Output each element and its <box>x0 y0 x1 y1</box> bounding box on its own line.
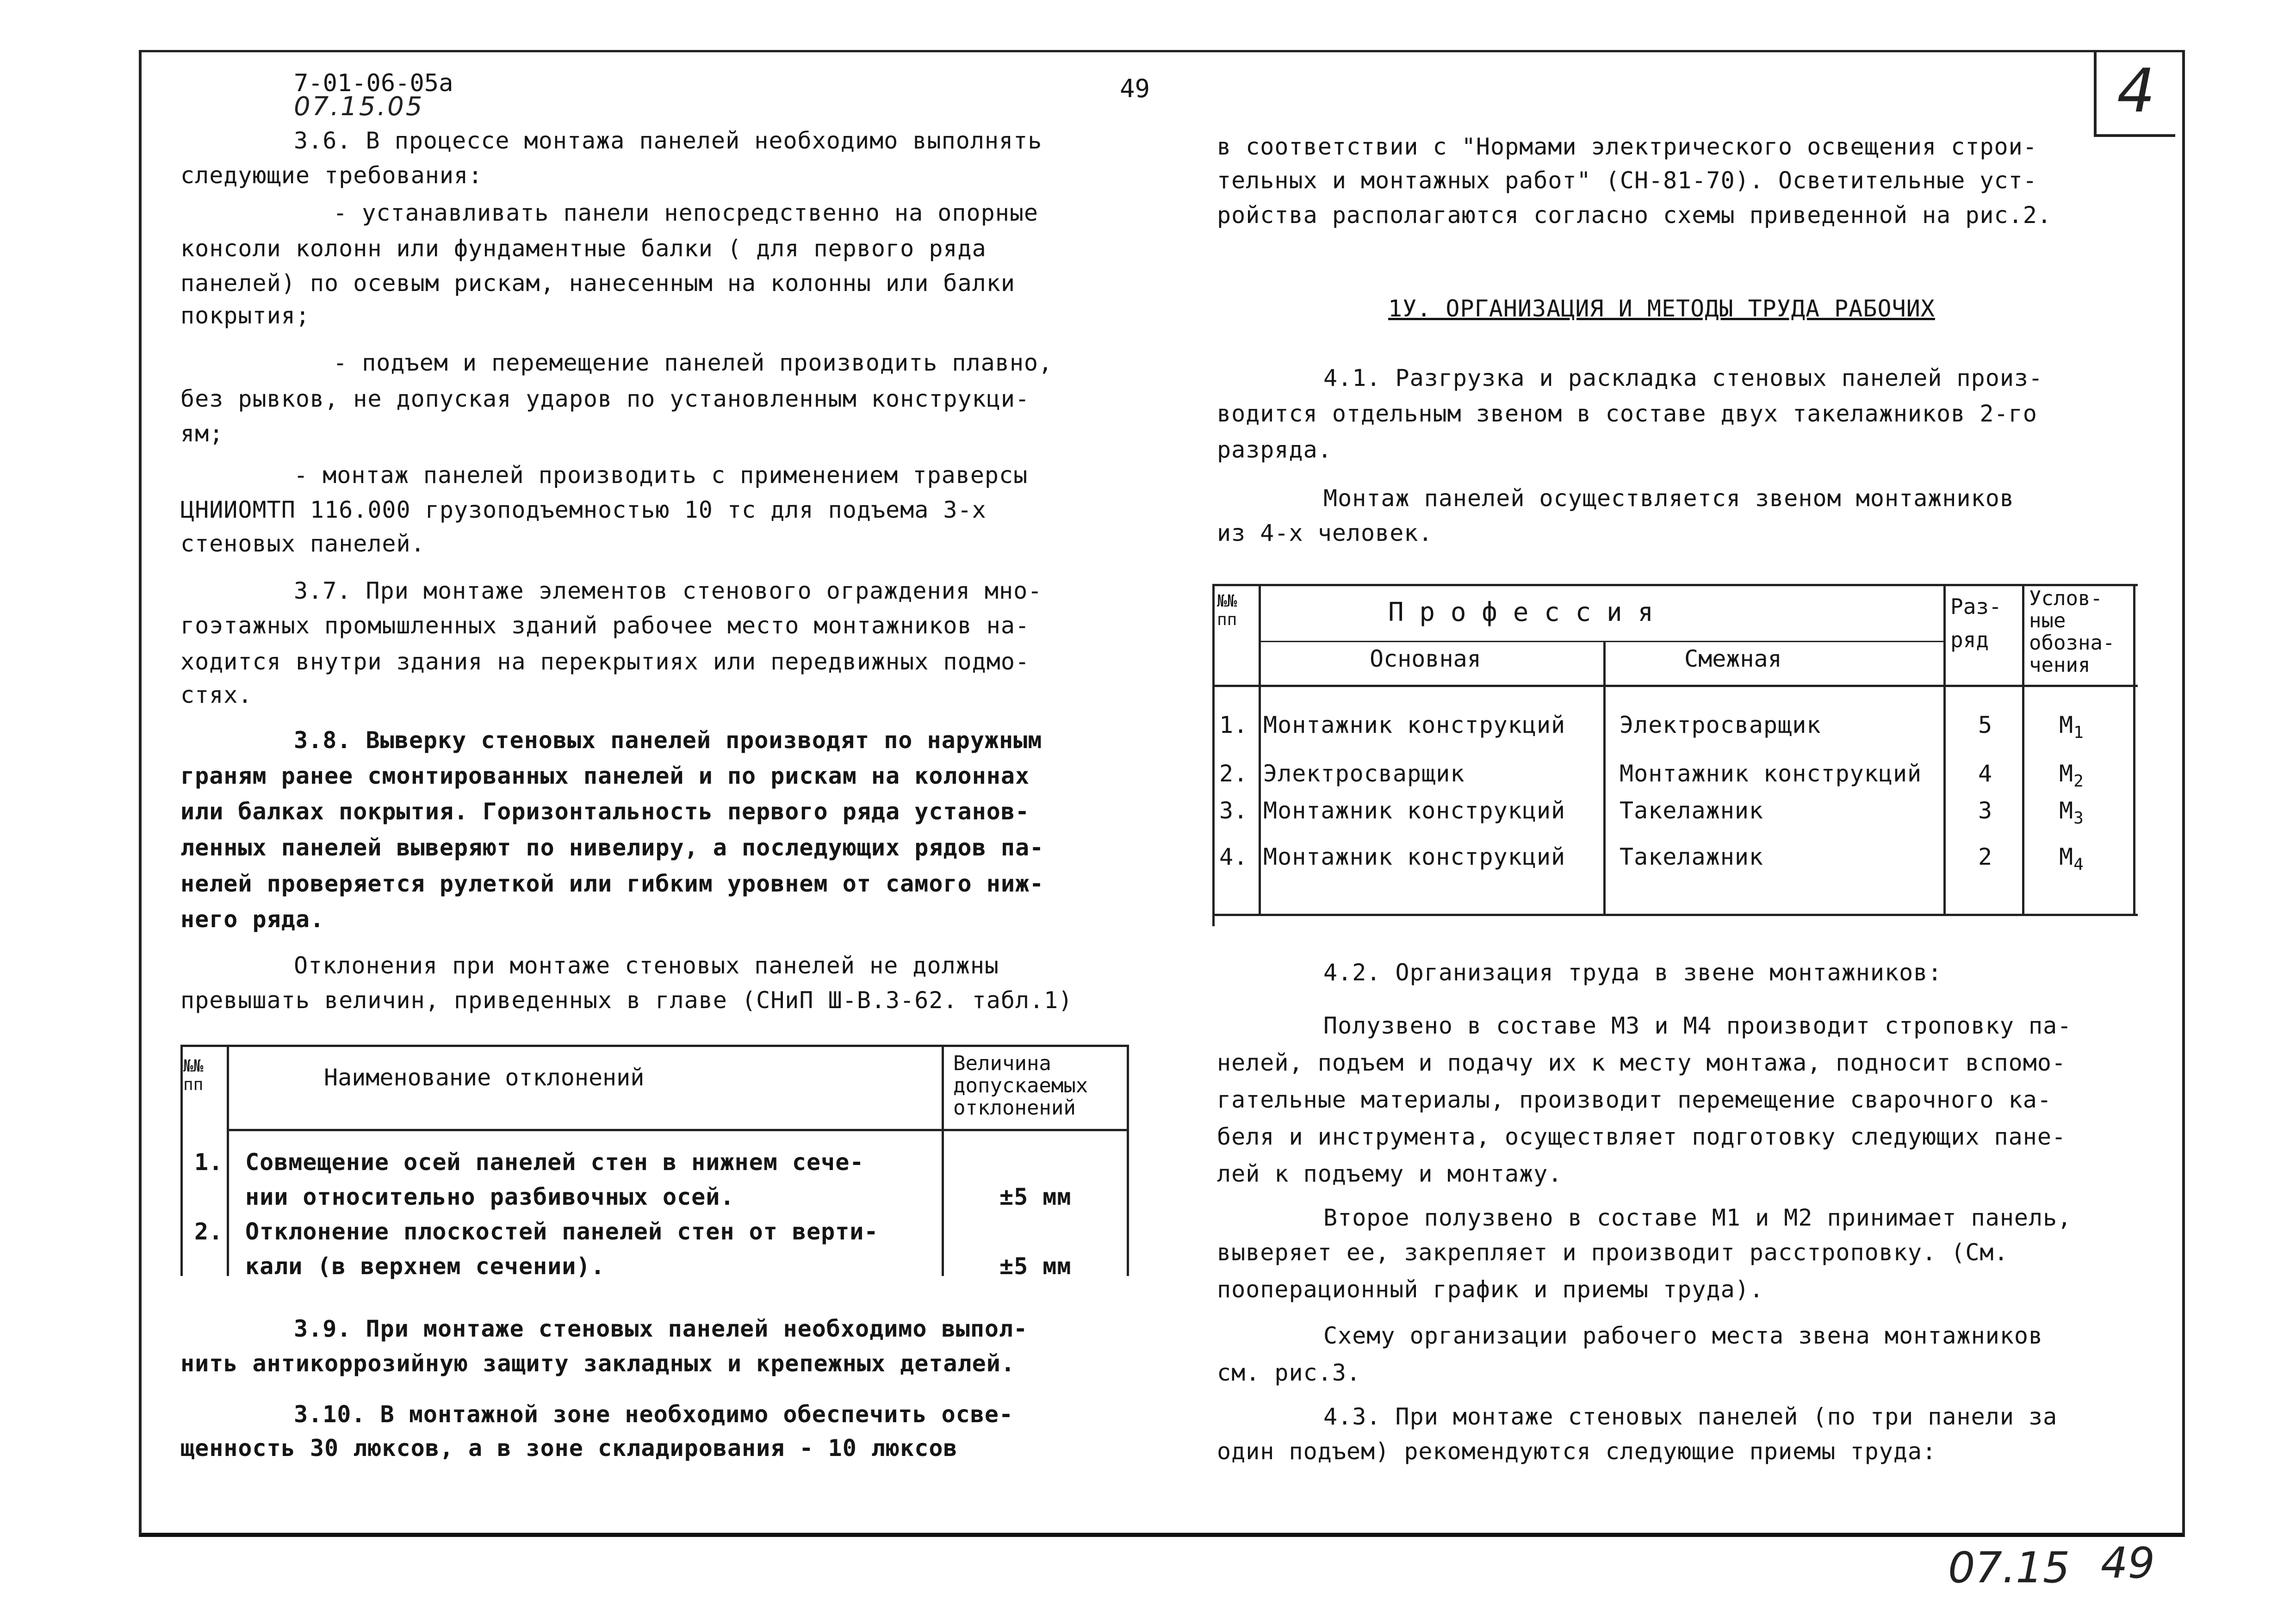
table-rule <box>1259 584 1261 914</box>
section-title: 1У. ОРГАНИЗАЦИЯ И МЕТОДЫ ТРУДА РАБОЧИХ <box>1388 295 1935 322</box>
text-line: следующие требования: <box>180 162 483 189</box>
table-header-rank: Раз- ряд <box>1950 594 2002 652</box>
text-line: нелей проверяется рулеткой или гибким уровнем от самого ниж- <box>180 870 1044 897</box>
row-adjacent: Такелажник <box>1620 797 1764 824</box>
sheet-mark: 4 <box>2117 56 2155 126</box>
row-symbol: $М_4$ <box>2059 843 2084 874</box>
text-line: нелей, подъем и подачу их к месту монтажа, подносит вспомо- <box>1217 1049 2066 1076</box>
text-line: из 4-х человек. <box>1217 520 1433 546</box>
text-line: нить антикоррозийную защиту закладных и крепежных деталей. <box>180 1350 1015 1377</box>
text-line: пооперационный график и приемы труда). <box>1217 1276 1764 1303</box>
text-line: Полузвено в составе М3 и М4 производит строповку па- <box>1323 1012 2072 1039</box>
text-line: Схему организации рабочего места звена монтажников <box>1323 1322 2043 1349</box>
table-rule <box>227 1045 229 1276</box>
text-line: один подъем) рекомендуются следующие приемы труда: <box>1217 1438 1937 1465</box>
table-rule <box>2133 584 2135 914</box>
row-main: Электросварщик <box>1263 760 1465 787</box>
text-line: беля и инструмента, осуществляет подготовку следующих пане- <box>1217 1123 2066 1150</box>
text-line: гательные материалы, производит перемещение сварочного ка- <box>1217 1086 2052 1113</box>
footer-code-handwritten: 07.15 <box>1948 1543 2070 1592</box>
text-line: 3.9. При монтаже стеновых панелей необходимо выпол- <box>294 1315 1028 1342</box>
row-num: 2. <box>1219 760 1248 787</box>
table-header-num: №№ пп <box>183 1057 204 1094</box>
row-main: Монтажник конструкций <box>1263 797 1566 824</box>
text-line: тельных и монтажных работ" (СН-81-70). Осветительные уст- <box>1217 167 2037 194</box>
text-line: щенность 30 люксов, а в зоне складирования - 10 люксов <box>180 1435 958 1462</box>
text-line: стях. <box>180 681 253 708</box>
text-line: граням ранее смонтированных панелей и по рискам на колоннах <box>180 762 1030 789</box>
page-number: 49 <box>1120 74 1150 103</box>
table-rule <box>2022 584 2024 914</box>
text-line: консоли колонн или фундаментные балки ( для первого ряда <box>180 235 987 262</box>
table-rule <box>1127 1045 1129 1276</box>
table-row-text: Совмещение осей панелей стен в нижнем сече- <box>245 1149 864 1176</box>
footer-page-handwritten: 49 <box>2101 1538 2155 1588</box>
text-line: превышать величин, приведенных в главе (СНиП Ш-В.3-62. табл.1) <box>180 987 1073 1014</box>
text-line: разряда. <box>1217 436 1332 463</box>
row-adjacent: Монтажник конструкций <box>1620 760 1922 787</box>
table-rule <box>1603 641 1606 914</box>
table-header-symbol: обозна- <box>2029 631 2115 655</box>
table-header-main: Основная <box>1370 645 1481 672</box>
text-line: или балках покрытия. Горизонтальность первого ряда установ- <box>180 798 1030 825</box>
text-line: ходится внутри здания на перекрытиях или передвижных подмо- <box>180 648 1030 675</box>
text-line: см. рис.3. <box>1217 1359 1361 1386</box>
text-line: стеновых панелей. <box>180 530 425 557</box>
row-num: 1. <box>1219 712 1248 738</box>
text-line: него ряда. <box>180 906 325 933</box>
text-line: Второе полузвено в составе М1 и М2 принимает панель, <box>1323 1204 2072 1231</box>
text-line: водится отдельным звеном в составе двух такелажников 2-го <box>1217 400 2037 427</box>
row-symbol: $М_1$ <box>2059 712 2084 742</box>
text-line: панелей) по осевым рискам, нанесенным на колонны или балки <box>180 270 1015 297</box>
table-row-num: 2. <box>194 1218 223 1245</box>
text-line: гоэтажных промышленных зданий рабочее место монтажников на- <box>180 612 1030 639</box>
row-adjacent: Электросварщик <box>1620 712 1821 738</box>
row-adjacent: Такелажник <box>1620 843 1764 870</box>
text-line: 3.10. В монтажной зоне необходимо обеспечить осве- <box>294 1401 1014 1428</box>
row-rank: 2 <box>1978 843 1993 870</box>
row-symbol: $М_2$ <box>2059 760 2084 791</box>
table-header-value: отклонений <box>953 1096 1076 1120</box>
text-line: выверяет ее, закрепляет и производит расстроповку. (См. <box>1217 1239 2009 1266</box>
text-line: 4.3. При монтаже стеновых панелей (по три панели за <box>1323 1403 2058 1430</box>
table-header-symbol: чения <box>2029 653 2091 677</box>
table-rule <box>1943 584 1946 914</box>
table-header-value: Величина <box>953 1052 1051 1075</box>
table-header-adjacent: Смежная <box>1684 645 1782 672</box>
table-rule <box>180 1045 183 1276</box>
row-main: Монтажник конструкций <box>1263 712 1566 738</box>
text-line: 3.6. В процессе монтажа панелей необходимо выполнять <box>294 127 1043 154</box>
text-line: лей к подъему и монтажу. <box>1217 1160 1563 1187</box>
table-row-value: ±5 мм <box>999 1183 1072 1210</box>
text-line: ленных панелей выверяют по нивелиру, а последующих рядов па- <box>180 834 1044 861</box>
doc-code: 7-01-06-05a <box>294 69 453 97</box>
row-rank: 5 <box>1978 712 1993 738</box>
text-line: 4.1. Разгрузка и раскладка стеновых панелей произ- <box>1323 365 2043 391</box>
table-header-value: допускаемых <box>953 1074 1088 1097</box>
table-rule <box>1212 914 2138 916</box>
text-line: - устанавливать панели непосредственно на опорные <box>333 199 1039 226</box>
table-rule <box>1212 685 2138 687</box>
text-line: ям; <box>180 420 224 447</box>
table-header-symbol: Услов- <box>2029 587 2103 610</box>
text-line: Отклонения при монтаже стеновых панелей не должны <box>294 952 999 979</box>
table-row-text: кали (в верхнем сечении). <box>245 1253 605 1280</box>
table-rule <box>180 1045 1129 1047</box>
row-main: Монтажник конструкций <box>1263 843 1566 870</box>
text-line: 3.7. При монтаже элементов стенового ограждения мно- <box>294 577 1043 604</box>
text-line: 4.2. Организация труда в звене монтажников: <box>1323 959 1942 986</box>
table-row-value: ±5 мм <box>999 1253 1072 1280</box>
row-num: 3. <box>1219 797 1248 824</box>
text-line: покрытия; <box>180 302 310 329</box>
text-line: 3.8. Выверку стеновых панелей производят по наружным <box>294 727 1043 754</box>
doc-code-handwritten: 07.15.05 <box>294 92 424 122</box>
text-line: - подъем и перемещение панелей производить плавно, <box>333 349 1053 376</box>
row-num: 4. <box>1219 843 1248 870</box>
table-row-text: Отклонение плоскостей панелей стен от верти- <box>245 1218 879 1245</box>
table-header-name: Наименование отклонений <box>324 1064 645 1091</box>
text-line: без рывков, не допуская ударов по установленным конструкци- <box>180 385 1030 412</box>
text-line: - монтаж панелей производить с применением траверсы <box>294 462 1028 489</box>
table-rule <box>1212 584 1215 926</box>
table-row-num: 1. <box>194 1149 223 1176</box>
table-header-profession: П р о ф е с с и я <box>1388 597 1654 627</box>
text-line: в соответствии с "Нормами электрического освещения строи- <box>1217 133 2037 160</box>
table-header-num: №№ пп <box>1217 592 1237 629</box>
row-symbol: $М_3$ <box>2059 797 2084 828</box>
table-rule <box>942 1045 944 1276</box>
row-rank: 4 <box>1978 760 1993 787</box>
text-line: ЦНИИОМТП 116.000 грузоподъемностью 10 тс для подъема 3-х <box>180 496 987 523</box>
table-header-symbol: ные <box>2029 609 2066 632</box>
table-row-text: нии относительно разбивочных осей. <box>245 1183 735 1210</box>
table-rule <box>227 1129 1129 1131</box>
text-line: Монтаж панелей осуществляется звеном монтажников <box>1323 485 2014 512</box>
text-line: ройства располагаются согласно схемы приведенной на рис.2. <box>1217 202 2052 229</box>
row-rank: 3 <box>1978 797 1993 824</box>
table-rule <box>1212 584 2138 586</box>
table-rule <box>1259 641 1943 642</box>
